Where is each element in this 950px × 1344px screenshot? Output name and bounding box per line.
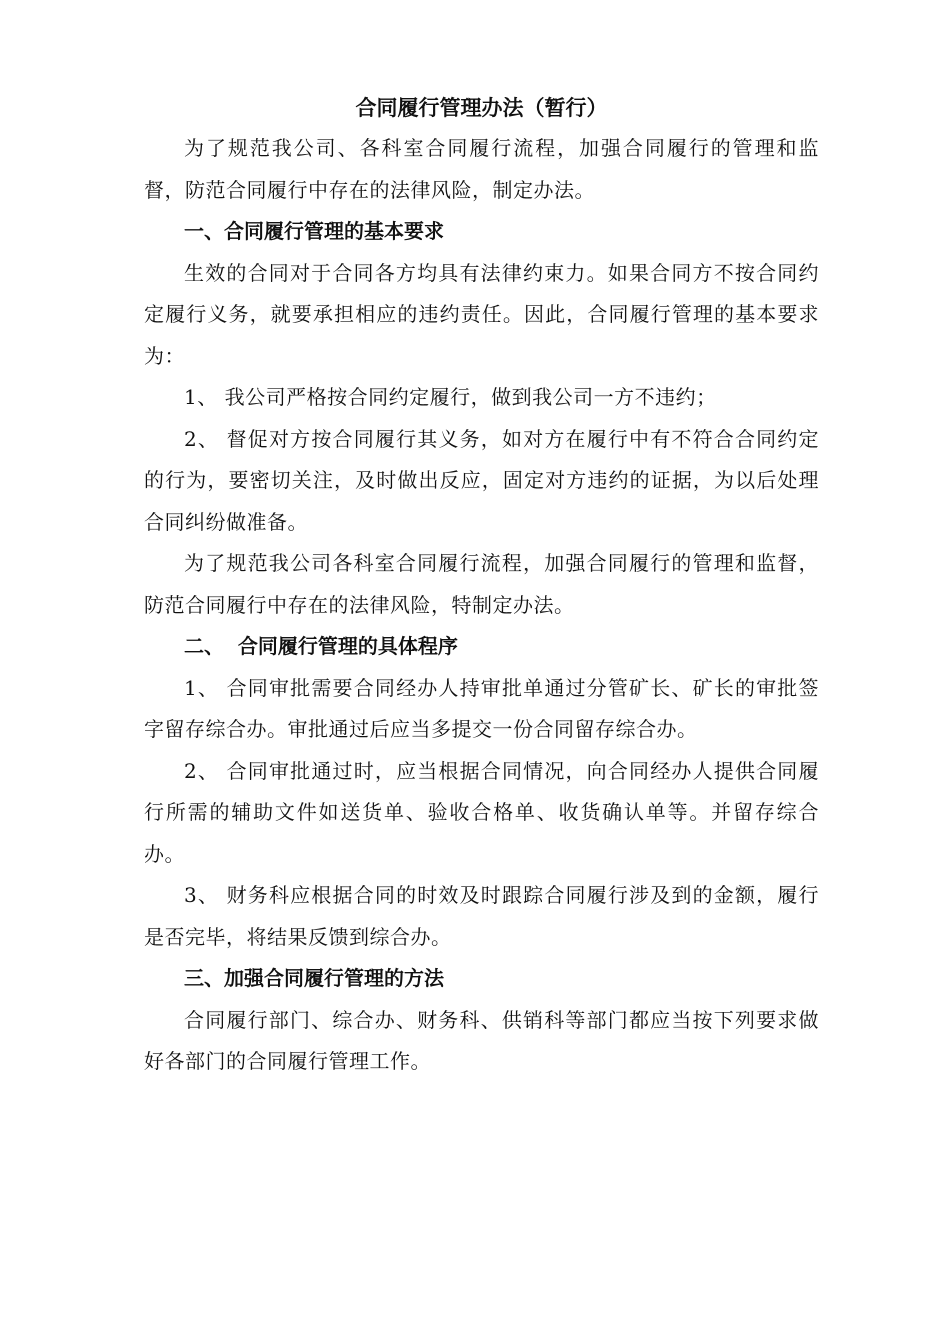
section-1-heading: 一、合同履行管理的基本要求 — [184, 219, 444, 243]
intro-paragraph: 为了规范我公司、各科室合同履行流程，加强合同履行的管理和监督，防范合同履行中存在的法律风险，制定办法。 — [144, 136, 819, 202]
section-2-heading: 二、 合同履行管理的具体程序 — [184, 634, 458, 658]
section-1-closing-paragraph: 为了规范我公司各科室合同履行流程，加强合同履行的管理和监督，防范合同履行中存在的法律风险，特制定办法。 — [144, 551, 819, 617]
section-1-item-1: 1、 我公司严格按合同约定履行，做到我公司一方不违约； — [184, 385, 717, 409]
section-1-paragraph: 生效的合同对于合同各方均具有法律约束力。如果合同方不按合同约定履行义务，就要承担相应的违约责任。因此，合同履行管理的基本要求为： — [144, 260, 819, 368]
document-title: 合同履行管理办法（暂行） — [355, 96, 608, 120]
section-1-item-2: 2、 督促对方按合同履行其义务，如对方在履行中有不符合合同约定的行为，要密切关注，及时做出反应，固定对方违约的证据，为以后处理合同纠纷做准备。 — [144, 426, 819, 534]
section-3-heading: 三、加强合同履行管理的方法 — [184, 966, 444, 990]
document-page — [144, 88, 819, 1083]
section-2-item-2: 2、 合同审批通过时，应当根据合同情况，向合同经办人提供合同履行所需的辅助文件如送货单、验收合格单、收货确认单等。并留存综合办。 — [144, 758, 819, 866]
section-2-item-3: 3、 财务科应根据合同的时效及时跟踪合同履行涉及到的金额，履行是否完毕，将结果反馈到综合办。 — [144, 883, 819, 949]
section-3-paragraph: 合同履行部门、综合办、财务科、供销科等部门都应当按下列要求做好各部门的合同履行管理工作。 — [144, 1007, 819, 1073]
section-2-item-1: 1、 合同审批需要合同经办人持审批单通过分管矿长、矿长的审批签字留存综合办。审批通过后应当多提交一份合同留存综合办。 — [144, 675, 819, 741]
